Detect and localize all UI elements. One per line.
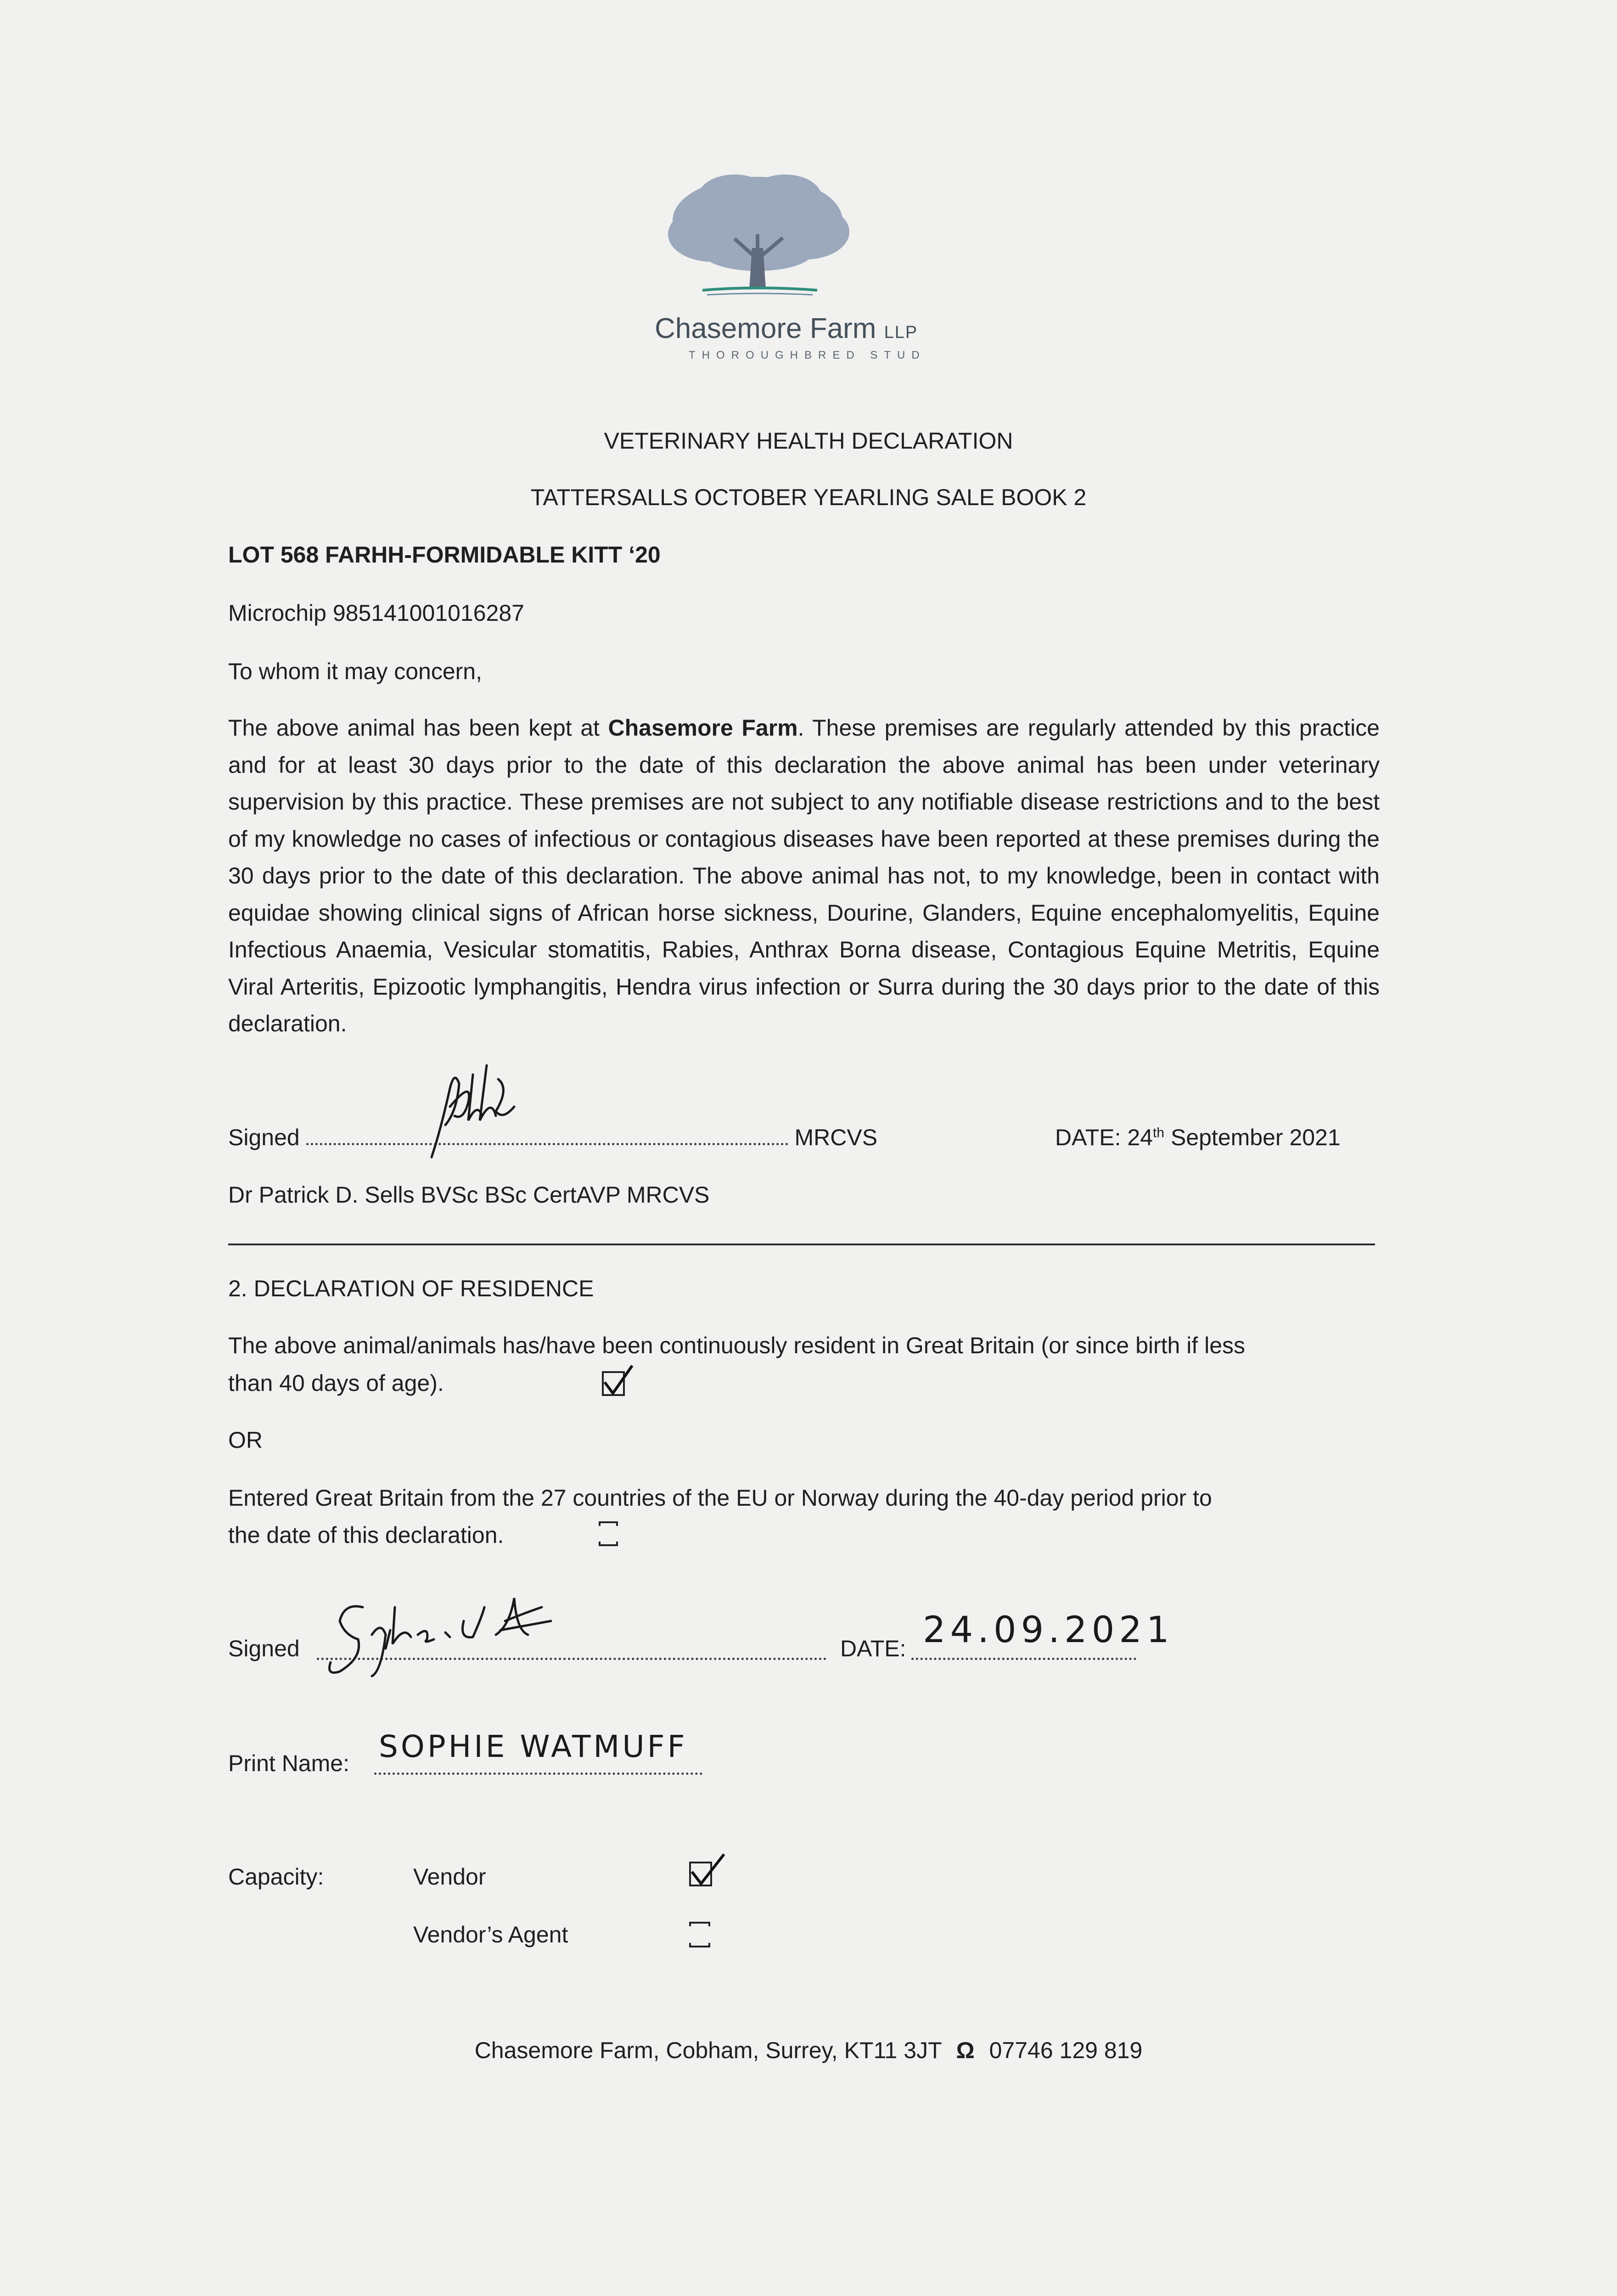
section-divider xyxy=(228,1244,1375,1245)
residence-option-1-checkbox[interactable] xyxy=(599,1364,636,1401)
company-tagline: THOROUGHBRED STUD xyxy=(689,349,926,361)
residence-heading: 2. DECLARATION OF RESIDENCE xyxy=(228,1276,594,1301)
capacity-option-vendors-agent: Vendor’s Agent xyxy=(413,1922,568,1947)
vet-signature-icon xyxy=(422,1061,542,1162)
capacity-agent-checkbox[interactable] xyxy=(686,1917,714,1952)
footer-address: Chasemore Farm, Cobham, Surrey, KT11 3JT xyxy=(474,2037,942,2063)
residence-option-1-line-1: The above animal/animals has/have been continuously resident in Great Britain (or since birth if less xyxy=(228,1333,1246,1358)
salutation: To whom it may concern, xyxy=(228,658,482,684)
document-subtitle: TATTERSALLS OCTOBER YEARLING SALE BOOK 2 xyxy=(530,484,1087,510)
residence-option-2-checkbox[interactable] xyxy=(597,1518,620,1550)
residence-option-2-line-2: the date of this declaration. xyxy=(228,1522,504,1548)
vendor-date-label: DATE: xyxy=(840,1636,906,1661)
residence-option-2-line-1: Entered Great Britain from the 27 countries of the EU or Norway during the 40-day period prior to xyxy=(228,1485,1212,1511)
document-title: VETERINARY HEALTH DECLARATION xyxy=(604,428,1013,454)
capacity-vendor-checkbox[interactable] xyxy=(686,1851,728,1892)
oak-tree-logo-icon xyxy=(597,165,918,303)
lot-heading: LOT 568 FARHH-FORMIDABLE KITT ‘20 xyxy=(228,542,661,568)
print-name-label: Print Name: xyxy=(228,1750,349,1776)
vet-name: Dr Patrick D. Sells BVSc BSc CertAVP MRCVS xyxy=(228,1182,710,1208)
vet-signature-date: DATE: 24th September 2021 xyxy=(1055,1125,1341,1150)
omega-phone-icon: Ω xyxy=(956,2037,975,2063)
capacity-label: Capacity: xyxy=(228,1864,324,1890)
premises-name: Chasemore Farm xyxy=(608,715,798,741)
residence-or: OR xyxy=(228,1427,263,1453)
capacity-option-vendor: Vendor xyxy=(413,1864,486,1890)
vendor-signature-icon xyxy=(312,1580,606,1685)
vet-signature-dots xyxy=(306,1138,788,1145)
footer-phone: 07746 129 819 xyxy=(989,2037,1143,2063)
print-name-handwritten: SOPHIE WATMUFF xyxy=(379,1729,688,1764)
declaration-paragraph: The above animal has been kept at Chasemore Farm. These premises are regularly attended by this practice and for at least 30 days prior to the date of this declaration the above animal has been under veterinary supervision by this practice. These premises are not subject to any notifiable disease restrictions and to the best of my knowledge no cases of infectious or contagious diseases have been reported at these premises during the 30 days prior to the date of this declaration. The above animal has not, to my knowledge, been in contact with equidae showing clinical signs of African horse sickness, Dourine, Glanders, Equine encephalomyelitis, Equine Infectious Anaemia, Vesicular stomatitis, Rabies, Anthrax Borna disease, Contagious Equine Metritis, Equine Viral Arteritis, Epizootic lymphangitis, Hendra virus infection or Surra during the 30 days prior to the date of this declaration. xyxy=(228,715,1380,1036)
residence-option-1-line-2: than 40 days of age). xyxy=(228,1370,444,1396)
print-name-dots xyxy=(374,1768,702,1775)
company-name: Chasemore Farm LLP xyxy=(655,313,918,344)
vet-signed-line: Signed MRCVS xyxy=(228,1125,878,1150)
microchip-number: Microchip 985141001016287 xyxy=(228,600,524,626)
vendor-date-handwritten: 24.09.2021 xyxy=(923,1609,1174,1651)
vendor-signed-label: Signed xyxy=(228,1636,300,1661)
footer-contact xyxy=(0,2037,1617,2064)
vendor-date-dots xyxy=(911,1653,1136,1660)
